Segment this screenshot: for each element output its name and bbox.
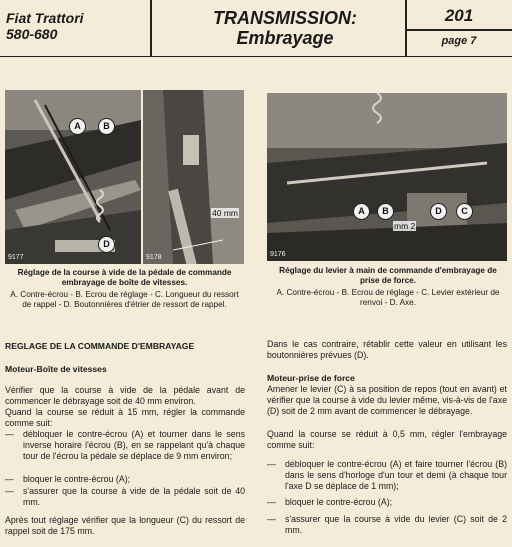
caption-title: Réglage de la course à vide de la pédale de commande embrayage de boîte de vitesses.	[17, 268, 232, 287]
list-item-text: débloquer le contre-écrou (A) et faire tourner l'écrou (B) dans le sens d'horloge d'un tour et demi (à chaque tour l'axe D se déplace de 1 mm);	[285, 459, 507, 492]
callout-b: B	[98, 118, 115, 135]
caption-title: Réglage du levier à main de commande d'embrayage de prise de force.	[279, 266, 497, 285]
photo-pedal-travel	[143, 90, 244, 264]
list-item	[5, 486, 245, 508]
list-item-text: débloquer le contre-écrou (A) et tourner dans le sens inverse horaire l'écrou (B), en se rappelant qu'à chaque tour de l'écrou la pédale se déplace de 9 mm environ;	[23, 429, 245, 462]
callout-b: B	[377, 203, 394, 220]
dash-glyph: —	[267, 497, 276, 507]
header-divider	[150, 0, 152, 56]
measure-label: mm 2	[394, 221, 416, 231]
figure-number: 9176	[270, 251, 286, 258]
callout-a: A	[69, 118, 86, 135]
list-item-text: bloquer le contre-écrou (A);	[23, 474, 131, 484]
page-header	[0, 0, 512, 57]
callout-a: A	[353, 203, 370, 220]
brand-name: Fiat Trattori	[6, 10, 84, 26]
list-item	[267, 497, 507, 508]
paragraph-condition: Quand la course se réduit à 15 mm, régler la commande comme suit:	[5, 407, 245, 429]
list-item-text: s'assurer que la course à vide du levier (C) soit de 2 mm.	[285, 514, 507, 536]
paragraph-condition: Quand la course se réduit à 0,5 mm, régler l'embrayage comme suit:	[267, 429, 507, 451]
dash-glyph: —	[5, 474, 14, 484]
callout-c: C	[456, 203, 473, 220]
brand-block	[6, 10, 84, 42]
dash-glyph: —	[5, 486, 14, 496]
section-title: REGLAGE DE LA COMMANDE D'EMBRAYAGE	[5, 341, 195, 351]
title-line-2: Embrayage	[236, 28, 334, 48]
list-item	[5, 474, 245, 485]
photo-pedal-linkage-drawing	[5, 90, 141, 264]
list-item	[267, 514, 507, 536]
paragraph-closing: Après tout réglage vérifier que la longueur (C) du ressort de rappel soit de 175 mm.	[5, 515, 245, 537]
section-number: 201	[444, 6, 474, 25]
figure-number: 9178	[146, 254, 162, 261]
figure-caption-left	[5, 268, 244, 310]
photo-pedal-linkage	[5, 90, 141, 264]
page-title	[160, 8, 410, 48]
figure-number: 9177	[8, 254, 24, 261]
dash-glyph: —	[5, 429, 14, 439]
title-line-1: TRANSMISSION:	[213, 8, 357, 28]
callout-d: D	[98, 236, 115, 253]
subsection-title: Moteur-Boîte de vitesses	[5, 364, 107, 374]
subsection-title: Moteur-prise de force	[267, 373, 355, 383]
callout-d: D	[430, 203, 447, 220]
list-item	[267, 459, 507, 493]
model-range: 580-680	[6, 26, 58, 42]
caption-legend: A. Contre-écrou - B. Ecrou de réglage - C. Longueur du ressort de rappel - D. Boutonnières d'étrier de ressort de rappel.	[10, 290, 239, 309]
list-item	[5, 429, 245, 463]
dash-glyph: —	[267, 459, 276, 469]
photo-pedal-travel-drawing	[143, 90, 244, 264]
header-divider-horizontal	[406, 29, 512, 31]
photo-pto-lever-drawing	[267, 93, 507, 261]
dash-glyph: —	[267, 514, 276, 524]
paragraph-intro: Vérifier que la course à vide de la pédale avant de commencer le débrayage soit de 40 mm environ.	[5, 385, 245, 407]
list-item-text: s'assurer que la course à vide de la pédale soit de 40 mm.	[23, 486, 245, 508]
paragraph-continuation: Dans le cas contraire, rétablir cette valeur en utilisant les boutonnières prévues (D).	[267, 339, 507, 361]
figure-caption-right	[270, 266, 506, 308]
page-number: page 7	[441, 35, 477, 47]
paragraph-intro: Amener le levier (C) à sa position de repos (tout en avant) et vérifier que la course à vide du levier même, vis-à-vis de l'axe (D) soit de 2 mm avant de commencer le débrayage.	[267, 384, 507, 417]
measure-label: 40 mm	[212, 208, 238, 218]
caption-legend: A. Contre-écrou - B. Ecrou de réglage - C. Levier extérieur de renvoi - D. Axe.	[276, 288, 500, 307]
list-item-text: bloquer le contre-écrou (A);	[285, 497, 393, 507]
photo-pto-lever	[267, 93, 507, 261]
